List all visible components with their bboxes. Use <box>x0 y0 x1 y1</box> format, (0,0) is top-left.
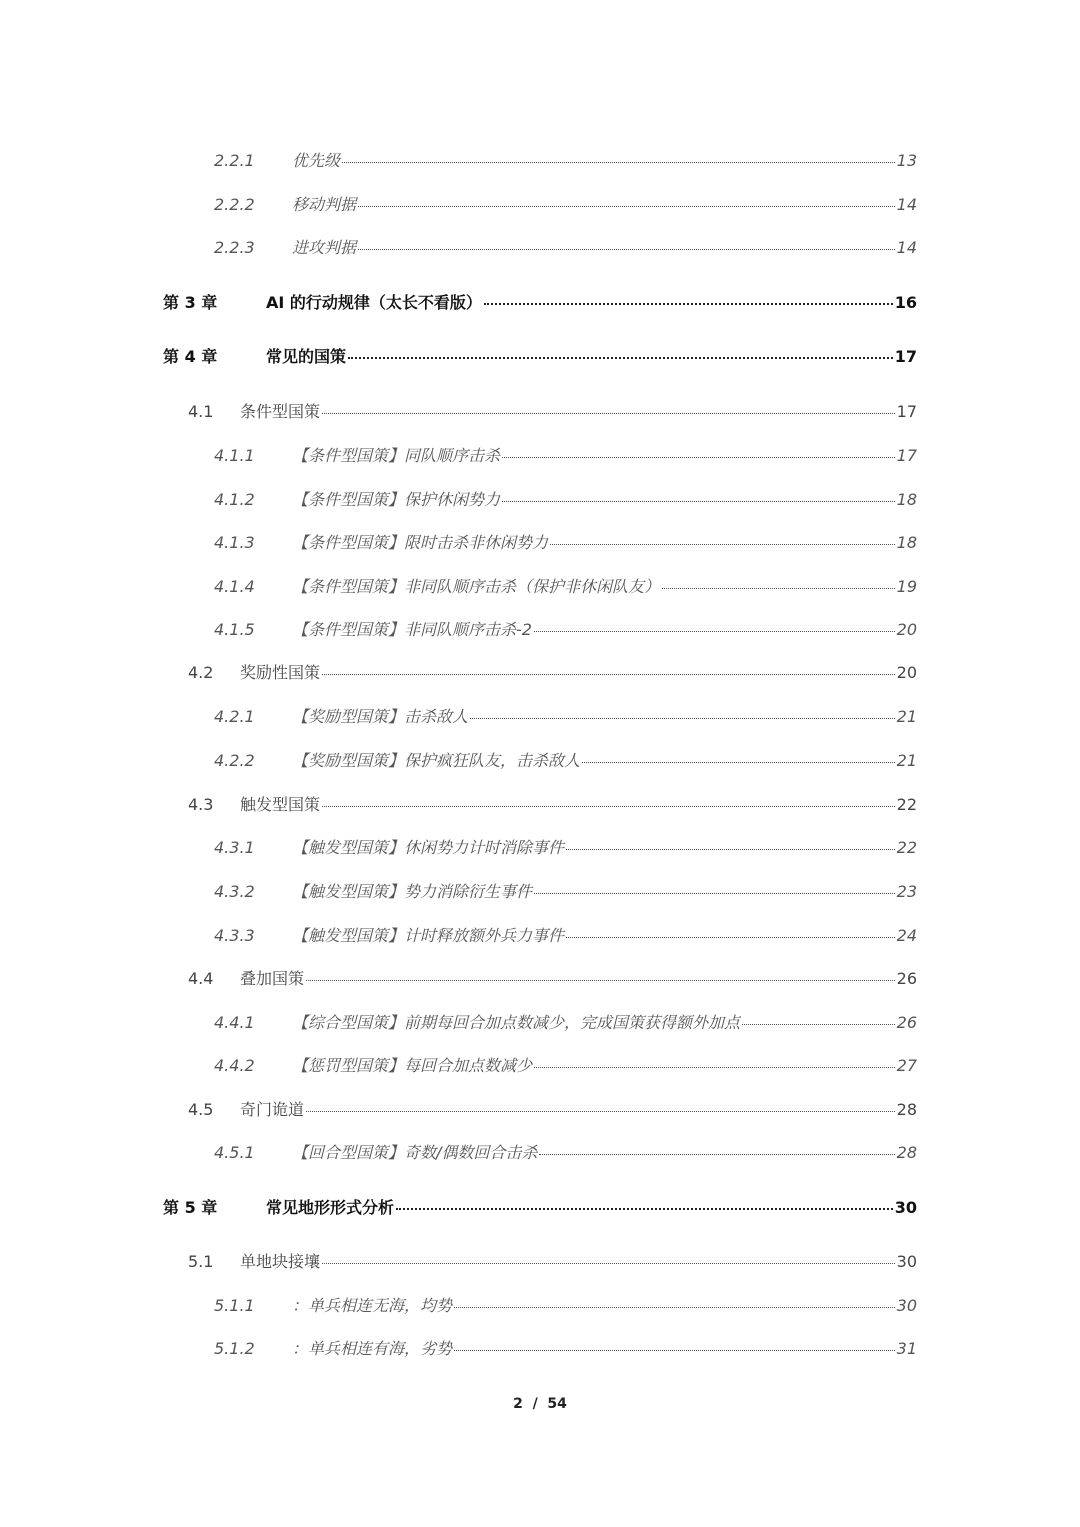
toc-page: 16 <box>894 293 917 312</box>
toc-number: 4.1.4 <box>214 577 255 596</box>
toc-title: 常见地形形式分析 <box>266 1198 395 1217</box>
toc-title: 【条件型国策】限时击杀非休闲势力 <box>292 533 549 552</box>
dot-leader <box>348 357 893 359</box>
toc-page: 30 <box>896 1296 917 1315</box>
toc-title: 【条件型国策】保护休闲势力 <box>292 490 501 509</box>
toc-title: 【条件型国策】非同队顺序击杀-2 <box>292 620 532 639</box>
dot-leader <box>534 893 895 894</box>
dot-leader <box>322 1263 895 1264</box>
toc-page: 17 <box>896 402 917 421</box>
toc-number: 4.2.1 <box>214 707 255 726</box>
toc-number: 4.3.1 <box>214 838 255 857</box>
toc-title: 【奖励型国策】击杀敌人 <box>292 707 469 726</box>
toc-chapter-3[interactable] <box>163 290 917 313</box>
toc-title: 【综合型国策】前期每回合加点数减少，完成国策获得额外加点 <box>292 1013 741 1032</box>
toc-page: 18 <box>896 533 917 552</box>
toc-section-4-4[interactable] <box>188 966 917 989</box>
toc-entry-2-2-1[interactable] <box>214 148 917 171</box>
toc-number: 5.1.1 <box>214 1296 255 1315</box>
toc-number: 第 3 章 <box>163 293 218 312</box>
toc-title: 【回合型国策】奇数/偶数回合击杀 <box>292 1143 538 1162</box>
toc-number: 4.1.3 <box>214 533 255 552</box>
toc-page: 19 <box>896 577 917 596</box>
toc-entry-4-3-2[interactable] <box>214 879 917 902</box>
toc-page: 30 <box>894 1198 917 1217</box>
toc-title: 进攻判据 <box>292 238 357 257</box>
toc-section-4-2[interactable] <box>188 660 917 683</box>
toc-number: 4.5 <box>188 1100 214 1119</box>
toc-section-4-1[interactable] <box>188 399 917 422</box>
toc-title: 单地块接壤 <box>240 1252 321 1271</box>
toc-page: 23 <box>896 882 917 901</box>
toc-number: 2.2.1 <box>214 151 255 170</box>
toc-page: 14 <box>896 195 917 214</box>
page-footer <box>0 1396 1080 1412</box>
toc-page: 13 <box>896 151 917 170</box>
dot-leader <box>358 249 895 250</box>
toc-entry-4-1-1[interactable] <box>214 443 917 466</box>
toc-page: 22 <box>896 795 917 814</box>
toc-page: 28 <box>896 1143 917 1162</box>
toc-entry-4-4-1[interactable] <box>214 1010 917 1033</box>
toc-title: 【触发型国策】休闲势力计时消除事件 <box>292 838 565 857</box>
dot-leader <box>566 849 895 850</box>
dot-leader <box>742 1024 895 1025</box>
toc-number: 第 4 章 <box>163 347 218 366</box>
toc-entry-4-3-3[interactable] <box>214 923 917 946</box>
toc-title: 触发型国策 <box>240 795 321 814</box>
toc-number: 2.2.2 <box>214 195 255 214</box>
toc-page: 30 <box>896 1252 917 1271</box>
dot-leader <box>502 457 895 458</box>
toc-number: 4.1 <box>188 402 214 421</box>
toc-entry-4-1-5[interactable] <box>214 617 917 640</box>
toc-section-5-1[interactable] <box>188 1249 917 1272</box>
toc-page: 21 <box>896 707 917 726</box>
page-indicator: 2 / 54 <box>513 1396 567 1412</box>
toc-title: 条件型国策 <box>240 402 321 421</box>
toc-chapter-4[interactable] <box>163 344 917 367</box>
toc-number: 4.3.3 <box>214 926 255 945</box>
toc-title: 【条件型国策】非同队顺序击杀（保护非休闲队友） <box>292 577 661 596</box>
dot-leader <box>662 588 895 589</box>
toc-entry-4-1-2[interactable] <box>214 487 917 510</box>
toc-page: 31 <box>896 1339 917 1358</box>
dot-leader <box>470 718 895 719</box>
toc-number: 5.1.2 <box>214 1339 255 1358</box>
toc-entry-5-1-2[interactable] <box>214 1336 917 1359</box>
toc-number: 4.3 <box>188 795 214 814</box>
dot-leader <box>306 980 895 981</box>
toc-section-4-3[interactable] <box>188 792 917 815</box>
toc-number: 5.1 <box>188 1252 214 1271</box>
toc-number: 4.1.5 <box>214 620 255 639</box>
toc-page: 22 <box>896 838 917 857</box>
dot-leader <box>539 1154 894 1155</box>
toc-page: 24 <box>896 926 917 945</box>
toc-number: 2.2.3 <box>214 238 255 257</box>
toc-page: 14 <box>896 238 917 257</box>
dot-leader <box>454 1350 895 1351</box>
toc-title: 【触发型国策】计时释放额外兵力事件 <box>292 926 565 945</box>
dot-leader <box>342 162 895 163</box>
toc-title: 叠加国策 <box>240 969 305 988</box>
dot-leader <box>454 1307 895 1308</box>
dot-leader <box>534 631 895 632</box>
toc-title: 【奖励型国策】保护疯狂队友，击杀敌人 <box>292 751 581 770</box>
toc-title: 奇门诡道 <box>240 1100 305 1119</box>
toc-number: 4.4.1 <box>214 1013 255 1032</box>
toc-title: 奖励性国策 <box>240 663 321 682</box>
toc-section-4-5[interactable] <box>188 1097 917 1120</box>
toc-number: 4.1.1 <box>214 446 255 465</box>
toc-page: 17 <box>896 446 917 465</box>
toc-title: ：单兵相连有海，劣势 <box>292 1339 453 1358</box>
dot-leader <box>582 762 895 763</box>
toc-title: ：单兵相连无海，均势 <box>292 1296 453 1315</box>
toc-page: 26 <box>896 969 917 988</box>
toc-page: 27 <box>896 1056 917 1075</box>
toc-number: 4.5.1 <box>214 1143 255 1162</box>
toc-title: 优先级 <box>292 151 341 170</box>
toc-entry-5-1-1[interactable] <box>214 1293 917 1316</box>
dot-leader <box>322 674 895 675</box>
toc-page: 26 <box>896 1013 917 1032</box>
toc-page: 17 <box>894 347 917 366</box>
toc-title: 移动判据 <box>292 195 357 214</box>
toc-entry-4-4-2[interactable] <box>214 1053 917 1076</box>
dot-leader <box>534 1067 895 1068</box>
dot-leader <box>306 1111 895 1112</box>
toc-number: 4.3.2 <box>214 882 255 901</box>
dot-leader <box>396 1208 893 1210</box>
toc-chapter-5[interactable] <box>163 1195 917 1218</box>
toc-page: 21 <box>896 751 917 770</box>
toc-number: 4.1.2 <box>214 490 255 509</box>
toc-title: AI 的行动规律（太长不看版） <box>266 293 482 312</box>
dot-leader <box>322 413 895 414</box>
dot-leader <box>566 937 895 938</box>
toc-entry-4-2-1[interactable] <box>214 704 917 727</box>
toc-title: 【惩罚型国策】每回合加点数减少 <box>292 1056 533 1075</box>
toc-title: 【触发型国策】势力消除衍生事件 <box>292 882 533 901</box>
dot-leader <box>322 806 895 807</box>
toc-entry-4-1-4[interactable] <box>214 574 917 597</box>
toc-number: 4.4 <box>188 969 214 988</box>
dot-leader <box>502 501 895 502</box>
toc-entry-4-1-3[interactable] <box>214 530 917 553</box>
toc-number: 4.4.2 <box>214 1056 255 1075</box>
toc-number: 第 5 章 <box>163 1198 218 1217</box>
toc-title: 【条件型国策】同队顺序击杀 <box>292 446 501 465</box>
dot-leader <box>484 303 893 305</box>
toc-page: 20 <box>896 620 917 639</box>
toc-entry-4-5-1[interactable] <box>214 1140 917 1163</box>
dot-leader <box>358 206 895 207</box>
toc-number: 4.2.2 <box>214 751 255 770</box>
toc-entry-4-2-2[interactable] <box>214 748 917 771</box>
toc-page: 28 <box>896 1100 917 1119</box>
toc-page: 20 <box>896 663 917 682</box>
toc-number: 4.2 <box>188 663 214 682</box>
toc-entry-2-2-2[interactable] <box>214 192 917 215</box>
toc-entry-2-2-3[interactable] <box>214 235 917 258</box>
dot-leader <box>550 544 895 545</box>
toc-title: 常见的国策 <box>266 347 347 366</box>
toc-entry-4-3-1[interactable] <box>214 835 917 858</box>
toc-page: 18 <box>896 490 917 509</box>
